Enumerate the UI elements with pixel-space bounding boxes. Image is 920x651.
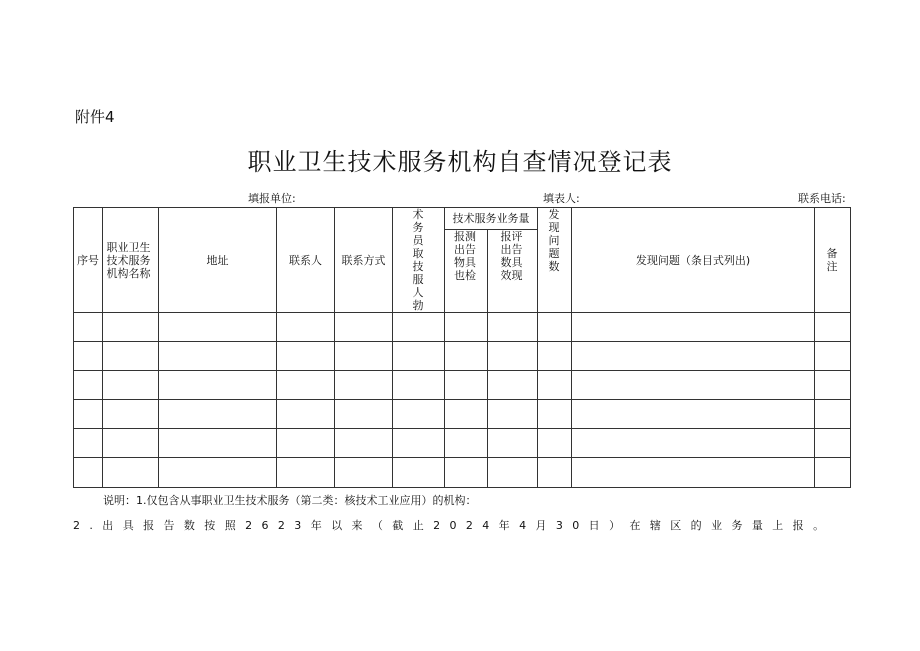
table-cell[interactable]: [393, 458, 445, 487]
note-line-1: 说明：1.仅包含从事职业卫生技术服务（第二类：核技术工业应用）的机构：: [103, 494, 477, 507]
table-row: [74, 342, 851, 371]
table-cell[interactable]: [103, 313, 159, 342]
table-cell[interactable]: [74, 429, 103, 458]
table-cell[interactable]: [488, 342, 538, 371]
table-cell[interactable]: [159, 429, 277, 458]
header-report-count-b-text: 报评出告数具效现: [500, 230, 523, 283]
table-cell[interactable]: [488, 313, 538, 342]
table-cell[interactable]: [277, 371, 335, 400]
table-cell[interactable]: [103, 371, 159, 400]
table-cell[interactable]: [74, 458, 103, 487]
table-cell[interactable]: [538, 400, 572, 429]
header-services: [393, 208, 445, 313]
table-row: [74, 371, 851, 400]
table-cell[interactable]: [74, 313, 103, 342]
table-cell[interactable]: [815, 458, 851, 487]
phone-label: 联系电话:: [798, 192, 846, 205]
table-row: [74, 458, 851, 487]
note-line-2: 2.出具报告数按照2623年以来（截止2024年4月30日）在辖区的业务量上报。: [73, 519, 834, 532]
table-cell[interactable]: [74, 371, 103, 400]
table-cell[interactable]: [572, 458, 815, 487]
table-cell[interactable]: [74, 342, 103, 371]
table-cell[interactable]: [393, 400, 445, 429]
header-report-count-a: [445, 230, 488, 313]
table-cell[interactable]: [159, 371, 277, 400]
table-cell[interactable]: [445, 429, 488, 458]
table-row: [74, 429, 851, 458]
table-cell[interactable]: [277, 313, 335, 342]
table-cell[interactable]: [103, 429, 159, 458]
table-cell[interactable]: [74, 400, 103, 429]
header-contact: 联系人: [277, 208, 335, 313]
header-services-text: 术务员取技服人勃: [412, 208, 424, 312]
reporting-unit-label: 填报单位:: [248, 192, 296, 205]
table-cell[interactable]: [445, 458, 488, 487]
table-cell[interactable]: [572, 429, 815, 458]
table-cell[interactable]: [159, 400, 277, 429]
table-cell[interactable]: [335, 342, 393, 371]
table-cell[interactable]: [572, 400, 815, 429]
table-cell[interactable]: [335, 458, 393, 487]
attachment-label: 附件4: [75, 108, 115, 126]
table-cell[interactable]: [103, 400, 159, 429]
header-report-count-a-text: 报测出告物具也检: [454, 230, 476, 283]
header-problem-count-text: 发现问题数: [548, 208, 560, 273]
table-cell[interactable]: [277, 342, 335, 371]
table-cell[interactable]: [103, 458, 159, 487]
table-cell[interactable]: [445, 313, 488, 342]
header-seq: 序号: [74, 208, 103, 313]
table-cell[interactable]: [335, 429, 393, 458]
table-cell[interactable]: [159, 458, 277, 487]
table-cell[interactable]: [488, 400, 538, 429]
table-cell[interactable]: [103, 342, 159, 371]
header-remarks-text: 备注: [826, 247, 838, 273]
table-cell[interactable]: [815, 342, 851, 371]
table-cell[interactable]: [445, 371, 488, 400]
table-cell[interactable]: [538, 458, 572, 487]
table-cell[interactable]: [159, 313, 277, 342]
table-cell[interactable]: [277, 400, 335, 429]
table-cell[interactable]: [538, 371, 572, 400]
table-cell[interactable]: [815, 400, 851, 429]
header-address: 地址: [159, 208, 277, 313]
table-cell[interactable]: [538, 313, 572, 342]
table-cell[interactable]: [335, 400, 393, 429]
header-business-volume: 技术服务业务量: [445, 208, 538, 230]
table-cell[interactable]: [572, 342, 815, 371]
table-cell[interactable]: [393, 313, 445, 342]
table-cell[interactable]: [815, 371, 851, 400]
header-problems: 发现问题（条目式列出): [572, 208, 815, 313]
table-cell[interactable]: [538, 342, 572, 371]
table-row: [74, 400, 851, 429]
table-cell[interactable]: [538, 429, 572, 458]
table-row: [74, 313, 851, 342]
header-report-count-b: [488, 230, 538, 313]
table-cell[interactable]: [815, 429, 851, 458]
table-cell[interactable]: [488, 458, 538, 487]
table-cell[interactable]: [393, 371, 445, 400]
table-cell[interactable]: [277, 458, 335, 487]
table-cell[interactable]: [159, 342, 277, 371]
table-cell[interactable]: [335, 371, 393, 400]
table-cell[interactable]: [572, 371, 815, 400]
table-cell[interactable]: [488, 371, 538, 400]
page-title: 职业卫生技术服务机构自查情况登记表: [247, 148, 673, 176]
table-cell[interactable]: [572, 313, 815, 342]
table-cell[interactable]: [445, 342, 488, 371]
table-cell[interactable]: [393, 342, 445, 371]
table-cell[interactable]: [277, 429, 335, 458]
header-org-name: [103, 208, 159, 313]
header-org-name-text: 职业卫生技术服务机构名称: [106, 240, 151, 280]
header-contact-method: 联系方式: [335, 208, 393, 313]
table-cell[interactable]: [815, 313, 851, 342]
table-cell[interactable]: [335, 313, 393, 342]
registration-table: [73, 207, 851, 488]
filler-label: 填表人:: [543, 192, 580, 205]
table-cell[interactable]: [393, 429, 445, 458]
table-cell[interactable]: [488, 429, 538, 458]
header-remarks: [815, 208, 851, 313]
header-problem-count: [538, 208, 572, 313]
table-cell[interactable]: [445, 400, 488, 429]
